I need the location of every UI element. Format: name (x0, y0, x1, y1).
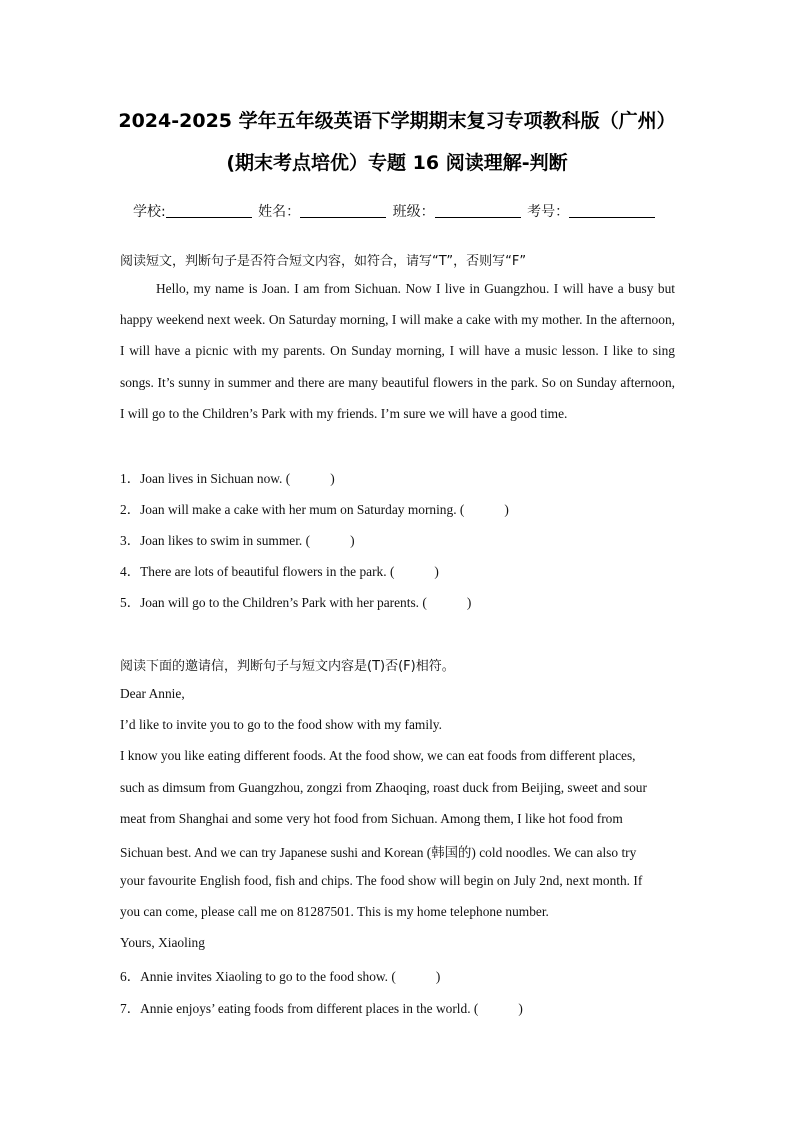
letter-line-2: I know you like eating different foods. At the food show, we can eat foods from different places, (120, 748, 636, 763)
title-line-2: (期末考点培优）专题 16 阅读理解-判断 (226, 152, 568, 174)
question-7: 7．Annie enjoys’ eating foods from different places in the world. ( ) (120, 1001, 523, 1016)
class-blank[interactable] (435, 203, 521, 218)
exam-no-blank[interactable] (569, 203, 655, 218)
section1-passage-text: Hello, my name is Joan. I am from Sichuan. Now I live in Guangzhou. I will have a busy but happy weekend next week. On Saturday morning, I will make a cake with my mother. In the afternoon, I will have a picnic with my parents. On Sunday morning, I will have a music lesson. I like to sing songs. It’s sunny in summer and there are many beautiful flowers in the park. So on Sunday afternoon, I will go to the Children’s Park with my friends. I’m sure we will have a good time. (120, 281, 675, 421)
name-blank[interactable] (300, 203, 386, 218)
section1-instruction: 阅读短文，判断句子是否符合短文内容，如符合，请写“T”，否则写“F” (120, 254, 527, 269)
letter-line-4: meat from Shanghai and some very hot food from Sichuan. Among them, I like hot food from (120, 811, 623, 826)
exam-no-label: 考号： (527, 204, 570, 220)
student-info-row (133, 201, 657, 221)
letter-line-3: such as dimsum from Guangzhou, zongzi from Zhaoqing, roast duck from Beijing, sweet and sour (120, 780, 647, 795)
letter-line-1: I’d like to invite you to go to the food show with my family. (120, 717, 442, 732)
question-4: 4．There are lots of beautiful flowers in the park. ( ) (120, 564, 439, 579)
question-6: 6．Annie invites Xiaoling to go to the food show. ( ) (120, 969, 441, 984)
title-line-1: 2024-2025 学年五年级英语下学期期末复习专项教科版（广州） (118, 110, 676, 132)
school-blank[interactable] (166, 203, 252, 218)
letter-closing: Yours, Xiaoling (120, 935, 205, 950)
question-5: 5．Joan will go to the Children’s Park with her parents. ( ) (120, 595, 472, 610)
section1-passage (120, 273, 675, 429)
section2-instruction: 阅读下面的邀请信，判断句子与短文内容是(T)否(F)相符。 (120, 659, 455, 674)
question-3: 3．Joan likes to swim in summer. ( ) (120, 533, 355, 548)
question-1: 1．Joan lives in Sichuan now. ( ) (120, 471, 335, 486)
letter-line-7: you can come, please call me on 81287501. This is my home telephone number. (120, 904, 549, 919)
school-label: 学校: (133, 204, 166, 220)
letter-line-6: your favourite English food, fish and chips. The food show will begin on July 2nd, next month. If (120, 873, 643, 888)
name-label: 姓名： (258, 204, 301, 220)
class-label: 班级： (392, 204, 435, 220)
question-2: 2．Joan will make a cake with her mum on Saturday morning. ( ) (120, 502, 509, 517)
letter-line-5: Sichuan best. And we can try Japanese sushi and Korean (韩国的) cold noodles. We can also try (120, 845, 637, 860)
letter-greeting: Dear Annie, (120, 686, 185, 701)
